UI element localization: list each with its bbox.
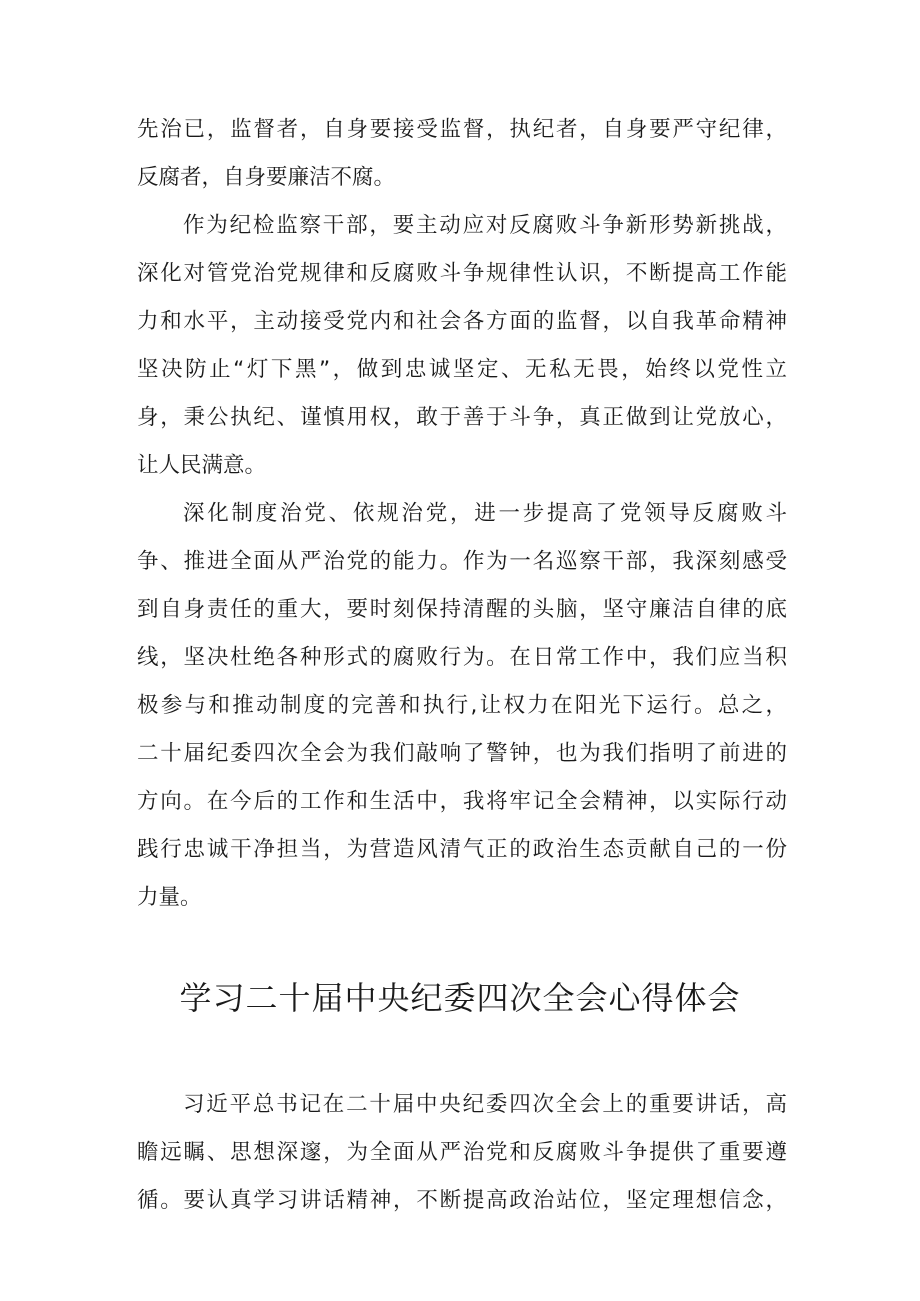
text-line: 极参与和推动制度的完善和执行,让权力在阳光下运行。总之， xyxy=(137,693,787,718)
text-line: 力和水平，主动接受党内和社会各方面的监督，以自我革命精神 xyxy=(137,309,787,334)
text-line: 方向。在今后的工作和生活中，我将牢记全会精神，以实际行动 xyxy=(137,789,787,814)
text-line: 作为纪检监察干部，要主动应对反腐败斗争新形势新挑战， xyxy=(183,213,787,238)
text-line: 力量。 xyxy=(137,885,202,910)
text-line: 争、推进全面从严治党的能力。作为一名巡察干部，我深刻感受 xyxy=(137,549,787,574)
text-line: 二十届纪委四次全会为我们敲响了警钟，也为我们指明了前进的 xyxy=(137,741,787,766)
paragraph-1 xyxy=(137,202,787,490)
article-title: 学习二十届中央纪委四次全会心得体会 xyxy=(179,979,741,1017)
text-line: 让人民满意。 xyxy=(137,453,267,478)
text-line: 习近平总书记在二十届中央纪委四次全会上的重要讲话，高 xyxy=(183,1092,787,1117)
text-line: 坚决防止“灯下黑”，做到忠诚坚定、无私无畏，始终以党性立 xyxy=(137,357,787,382)
text-line: 循。要认真学习讲话精神，不断提高政治站位，坚定理想信念， xyxy=(137,1188,787,1213)
text-line: 先治已，监督者，自身要接受监督，执纪者，自身要严守纪律， xyxy=(137,117,787,142)
text-line: 到自身责任的重大，要时刻保持清醒的头脑，坚守廉洁自律的底 xyxy=(137,597,787,622)
continuation-paragraph xyxy=(137,106,787,202)
text-line: 反腐者，自身要廉洁不腐。 xyxy=(137,165,396,190)
text-line: 深化对管党治党规律和反腐败斗争规律性认识，不断提高工作能 xyxy=(137,261,787,286)
text-line: 践行忠诚干净担当，为营造风清气正的政治生态贡献自己的一份 xyxy=(137,837,787,862)
text-line: 深化制度治党、依规治党，进一步提高了党领导反腐败斗 xyxy=(183,501,787,526)
text-line: 身，秉公执纪、谨慎用权，敢于善于斗争，真正做到让党放心， xyxy=(137,405,787,430)
text-line: 瞻远瞩、思想深邃，为全面从严治党和反腐败斗争提供了重要遵 xyxy=(137,1140,787,1165)
paragraph-3 xyxy=(137,1081,787,1225)
paragraph-2 xyxy=(137,490,787,922)
text-line: 线，坚决杜绝各种形式的腐败行为。在日常工作中，我们应当积 xyxy=(137,645,787,670)
